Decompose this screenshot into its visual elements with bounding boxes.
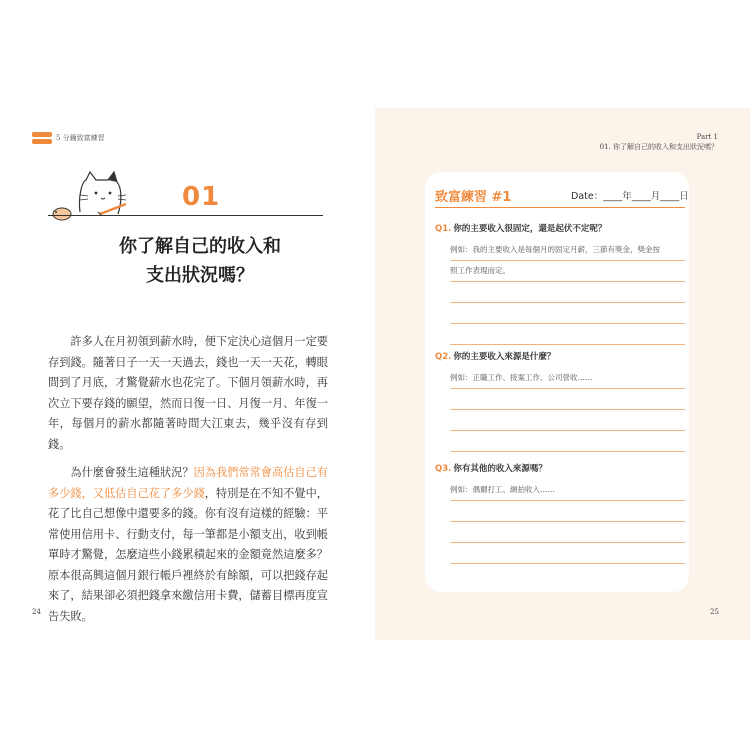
question-1-example-line2: 照工作表現而定。 [450,266,510,275]
body-text [48,332,328,635]
question-3-number: Q3. [435,464,452,474]
exercise-card [425,172,689,592]
paragraph-2 [48,463,328,627]
page-number-right: 25 [710,608,719,616]
question-3 [435,462,685,564]
chapter-number: 01 [182,182,221,212]
paragraph-1: 許多人在月初領到薪水時，便下定決心這個月一定要存到錢。隨著日子一天一天過去，錢也一天一天花，轉眼間到了月底，才驚覺薪水也花完了。下個月領薪水時，再次立下要存錢的願望，然而日復一日、月復一月、年復一年，每個月的薪水都隨著時間大江東去，幾乎沒有存到錢。 [48,335,328,451]
series-title: 5 分鐘致富練習 [56,134,105,142]
running-head [600,132,718,152]
left-page [0,108,375,640]
question-3-text: 你有其他的收入來源嗎？ [453,464,547,474]
question-2-number: Q2. [435,352,452,362]
question-2 [435,350,685,452]
question-2-heading [435,350,685,362]
question-1 [435,222,685,345]
running-head-title: 01. 你了解自己的收入和支出狀況嗎？ [599,143,718,151]
running-head-part: Part 1 [696,133,718,141]
question-1-number: Q1. [435,224,452,234]
question-2-text: 你的主要收入來源是什麼？ [453,352,556,362]
chapter-title-line2: 支出狀況嗎？ [146,265,254,286]
question-1-example-cont [450,261,685,281]
question-2-example: 例如：正職工作、接案工作、公司營收…… [450,373,593,382]
paragraph-2-intro: 為什麼會發生這種狀況？ [70,466,194,479]
question-1-heading [435,222,685,234]
question-3-example: 例如：偶爾打工、網拍收入…… [450,485,555,494]
card-title: 致富練習 #1 [435,190,512,205]
card-title-rule [435,207,685,208]
book-spread [0,108,750,640]
date-field[interactable]: Date：____年____月____日 [571,191,689,202]
page-number-left: 24 [32,608,41,616]
right-page [375,108,750,640]
question-1-text: 你的主要收入很固定，還是起伏不定呢？ [453,224,607,234]
answer-line[interactable] [450,451,685,452]
answer-line[interactable] [450,344,685,345]
answer-line[interactable] [450,563,685,564]
chapter-title-line1: 你了解自己的收入和 [119,236,281,257]
question-1-example-line1: 例如：我的主要收入是每個月的固定月薪，三節有獎金，獎金按 [450,245,660,254]
paragraph-2-rest: ，特別是在不知不覺中，花了比自己想像中還要多的錢。你有沒有這樣的經驗：平常使用信用卡、行動支付，每一筆都是小額支出，收到帳單時才驚覺，怎麼這些小錢累積起來的金額竟然這麼多？原本很高興這個月銀行帳戶裡終於有餘額，可以把錢存起來了，結果卻必須把錢拿來繳信用卡費，儲蓄目標再度宣告失敗。 [48,486,328,623]
chapter-title [70,232,330,290]
question-3-heading [435,462,685,474]
paragraph-2-highlight: 因為我們常常會高估自己有多少錢，又低估自己花了多少錢 [48,466,328,500]
question-1-example [450,240,685,260]
series-logo-icon [32,132,52,144]
chapter-rule [48,215,323,216]
series-header [32,132,105,144]
